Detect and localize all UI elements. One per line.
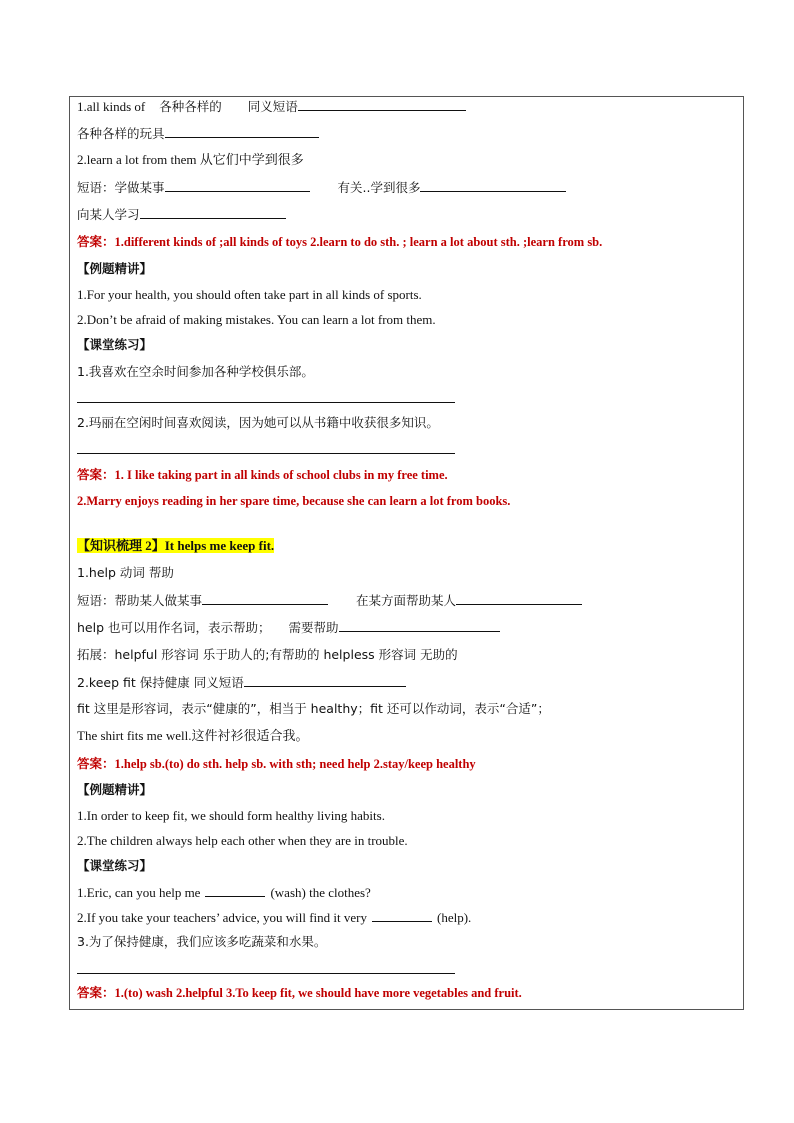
- answer-line-1: [77, 402, 455, 403]
- example-2-2: 2.The children always help each other when they are in trouble.: [77, 833, 408, 848]
- line-shirt-fits: The shirt fits me well.这件衬衫很适合我。: [77, 728, 309, 743]
- answer-line-2: [77, 453, 455, 454]
- example-2-1: 1.In order to keep fit, we should form healthy living habits.: [77, 808, 385, 823]
- answer-3: 答案：1.help sb.(to) do sth. help sb. with sth; need help 2.stay/keep healthy: [77, 757, 476, 771]
- practice-1-2: 2.玛丽在空闲时间喜欢阅读，因为她可以从书籍中收获很多知识。: [77, 415, 439, 430]
- line-help-noun: help 也可以用作名词，表示帮助； 需要帮助: [77, 619, 500, 636]
- practice-2-3: 3.为了保持健康，我们应该多吃蔬菜和水果。: [77, 934, 327, 949]
- section-2-title: 【知识梳理 2】It helps me keep fit.: [77, 538, 275, 553]
- answer-line-3: [77, 973, 455, 974]
- practice-heading-1: 【课堂练习】: [77, 337, 153, 352]
- answer-4: 答案：1.(to) wash 2.helpful 3.To keep fit, we should have more vegetables and fruit.: [77, 986, 522, 1000]
- practice-1-1: 1.我喜欢在空余时间参加各种学校俱乐部。: [77, 364, 314, 379]
- example-heading-2: 【例题精讲】: [77, 782, 153, 797]
- line-learn-from: 向某人学习: [77, 206, 286, 223]
- line-toys: 各种各样的玩具: [77, 125, 319, 142]
- practice-2-1: 1.Eric, can you help me (wash) the clothes?: [77, 885, 371, 900]
- example-1-1: 1.For your health, you should often take part in all kinds of sports.: [77, 287, 422, 302]
- line-help: 1.help 动词 帮助: [77, 565, 174, 580]
- answer-1: 答案：1.different kinds of ;all kinds of toys 2.learn to do sth. ; learn a lot about sth. ;learn from sb.: [77, 235, 603, 249]
- example-heading-1: 【例题精讲】: [77, 261, 153, 276]
- line-helpful: 拓展：helpful 形容词 乐于助人的;有帮助的 helpless 形容词 无助的: [77, 647, 458, 662]
- line-fit-adj: fit 这里是形容词，表示“健康的”，相当于 healthy；fit 还可以作动词，表示“合适”；: [77, 701, 550, 716]
- example-1-2: 2.Don’t be afraid of making mistakes. You can learn a lot from them.: [77, 312, 436, 327]
- line-phrases-learn: 短语：学做某事 有关..学到很多: [77, 179, 566, 196]
- practice-2-2: 2.If you take your teachers’ advice, you will find it very (help).: [77, 910, 472, 925]
- answer-2b: 2.Marry enjoys reading in her spare time, because she can learn a lot from books.: [77, 494, 511, 508]
- line-all-kinds-of: 1.all kinds of 各种各样的 同义短语: [77, 98, 466, 115]
- answer-2a: 答案：1. I like taking part in all kinds of school clubs in my free time.: [77, 468, 448, 482]
- line-help-phrases: 短语：帮助某人做某事 在某方面帮助某人: [77, 592, 582, 609]
- line-learn-a-lot: 2.learn a lot from them 从它们中学到很多: [77, 152, 304, 167]
- line-keep-fit: 2.keep fit 保持健康 同义短语: [77, 674, 406, 691]
- practice-heading-2: 【课堂练习】: [77, 858, 153, 873]
